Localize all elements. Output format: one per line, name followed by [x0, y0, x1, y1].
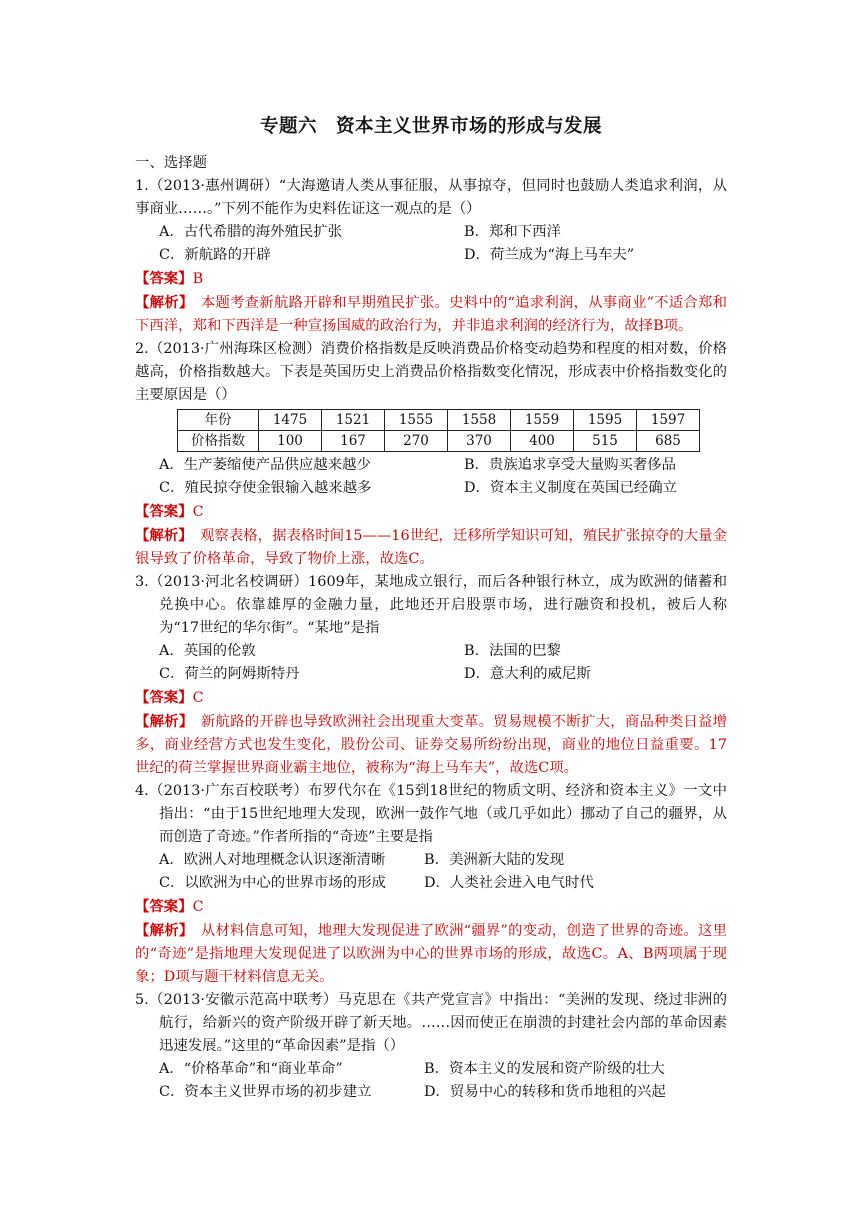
question-1	[135, 175, 727, 338]
answer-label: 【答案】	[135, 270, 193, 287]
answer-line	[135, 267, 727, 291]
table-cell: 1558	[448, 410, 511, 431]
analysis-label: 【解析】	[135, 294, 187, 311]
analysis-line	[135, 710, 727, 780]
table-cell: 167	[322, 431, 385, 452]
answer-value: B	[192, 271, 204, 287]
answer-label: 【答案】	[135, 503, 193, 520]
option-b: B．美洲新大陆的发现	[424, 852, 565, 868]
analysis-text: 从材料信息可知，地理大发现促进了欧洲“疆界”的变动，创造了世界的奇迹。这里的“奇迹”是指地理大发现促进了以欧洲为中心的世界市场的形成，故选C。A、B两项属于现象；D项与题干材料信息无关。	[135, 923, 727, 985]
option-d: D．贸易中心的转移和货币地租的兴起	[424, 1084, 666, 1100]
answer-value: C	[192, 899, 204, 915]
answer-line	[135, 686, 727, 710]
option-a: A．英国的伦敦	[159, 643, 256, 659]
option-c: C．以欧洲为中心的世界市场的形成	[159, 875, 386, 891]
table-cell: 1475	[259, 410, 322, 431]
table-row-header: 年份	[178, 410, 259, 431]
table-cell: 1595	[574, 410, 637, 431]
analysis-line	[135, 919, 727, 989]
table-cell: 1521	[322, 410, 385, 431]
option-a: A．生产萎缩使产品供应越来越少	[159, 457, 371, 473]
option-b: B．郑和下西洋	[464, 224, 561, 240]
analysis-label: 【解析】	[135, 527, 186, 544]
option-d: D．人类社会进入电气时代	[424, 875, 594, 891]
question-stem: 5.（2013·安徽示范高中联考）马克思在《共产党宣言》中指出：“美洲的发现、绕过非洲的航行，给新兴的资产阶级开辟了新天地。……因而使正在崩溃的封建社会内部的革命因素迅速发展。”这里的“革命因素”是指（）	[135, 992, 727, 1054]
option-a: A．古代希腊的海外殖民扩张	[159, 224, 343, 240]
options	[135, 454, 727, 500]
analysis-label: 【解析】	[135, 922, 187, 939]
section-heading: 一、选择题	[135, 155, 207, 171]
options	[135, 1058, 727, 1104]
document-body	[135, 114, 727, 1104]
table-cell: 370	[448, 431, 511, 452]
option-c: C．资本主义世界市场的初步建立	[159, 1084, 372, 1100]
table-cell: 1597	[637, 410, 700, 431]
table-cell: 515	[574, 431, 637, 452]
analysis-line	[135, 524, 727, 571]
table-row	[178, 410, 700, 431]
question-2	[135, 338, 727, 571]
answer-line	[135, 500, 727, 524]
question-5	[135, 989, 727, 1104]
table-row-header: 价格指数	[178, 431, 259, 452]
price-index-table	[177, 409, 700, 452]
option-c: C．殖民掠夺使金银输入越来越多	[159, 480, 372, 496]
option-c: C．新航路的开辟	[159, 247, 271, 263]
option-d: D．资本主义制度在英国已经确立	[464, 480, 678, 496]
options	[135, 849, 727, 895]
table-cell: 685	[637, 431, 700, 452]
answer-line	[135, 895, 727, 919]
table-cell: 1555	[385, 410, 448, 431]
table-cell: 1559	[511, 410, 574, 431]
option-c: C．荷兰的阿姆斯特丹	[159, 666, 300, 682]
question-stem: 4.（2013·广东百校联考）布罗代尔在《15到18世纪的物质文明、经济和资本主义》一文中指出：“由于15世纪地理大发现，欧洲一鼓作气地（或几乎如此）挪动了自己的疆界，从而创造了奇迹。”作者所指的“奇迹”主要是指	[135, 783, 727, 845]
option-b: B．法国的巴黎	[464, 643, 561, 659]
option-b: B．资本主义的发展和资产阶级的壮大	[424, 1061, 665, 1077]
table-cell: 270	[385, 431, 448, 452]
analysis-line	[135, 291, 727, 338]
option-a: A．“价格革命”和“商业革命”	[159, 1061, 343, 1077]
analysis-text: 观察表格，据表格时间15——16世纪，迁移所学知识可知，殖民扩张掠夺的大量金银导致了价格革命，导致了物价上涨，故选C。	[135, 528, 727, 567]
question-4	[135, 780, 727, 989]
options	[135, 221, 727, 267]
answer-value: C	[192, 504, 204, 520]
question-stem: 1.（2013·惠州调研）“大海邀请人类从事征服，从事掠夺，但同时也鼓励人类追求利润，从事商业……。”下列不能作为史料佐证这一观点的是（）	[135, 178, 727, 217]
analysis-label: 【解析】	[135, 713, 187, 730]
answer-label: 【答案】	[135, 898, 193, 915]
table-row	[178, 431, 700, 452]
options	[135, 640, 727, 686]
option-b: B．贵族追求享受大量购买奢侈品	[464, 457, 677, 473]
answer-value: C	[192, 690, 204, 706]
table-cell: 100	[259, 431, 322, 452]
option-d: D．荷兰成为“海上马车夫”	[464, 247, 635, 263]
option-d: D．意大利的威尼斯	[464, 666, 591, 682]
analysis-text: 新航路的开辟也导致欧洲社会出现重大变革。贸易规模不断扩大，商品种类日益增多，商业经营方式也发生变化，股份公司、证券交易所纷纷出现，商业的地位日益重要。17世纪的荷兰掌握世界商业霸主地位，被称为“海上马车夫”，故选C项。	[135, 714, 727, 776]
page-title: 专题六 资本主义世界市场的形成与发展	[259, 116, 602, 137]
answer-label: 【答案】	[135, 689, 193, 706]
analysis-text: 本题考查新航路开辟和早期殖民扩张。史料中的“追求利润，从事商业”不适合郑和下西洋，郑和下西洋是一种宣扬国威的政治行为，并非追求利润的经济行为，故择B项。	[135, 295, 727, 334]
option-a: A．欧洲人对地理概念认识逐渐清晰	[159, 852, 386, 868]
question-stem: 2.（2013·广州海珠区检测）消费价格指数是反映消费品价格变动趋势和程度的相对数，价格越高，价格指数越大。下表是英国历史上消费品价格指数变化情况，形成表中价格指数变化的主要原因是（）	[135, 341, 727, 403]
table-cell: 400	[511, 431, 574, 452]
question-3	[135, 571, 727, 780]
question-stem: 3.（2013·河北名校调研）1609年，某地成立银行，而后各种银行林立，成为欧洲的储蓄和兑换中心。依靠雄厚的金融力量，此地还开启股票市场，进行融资和投机，被后人称为“17世纪的华尔街”。“某地”是指	[135, 574, 727, 636]
